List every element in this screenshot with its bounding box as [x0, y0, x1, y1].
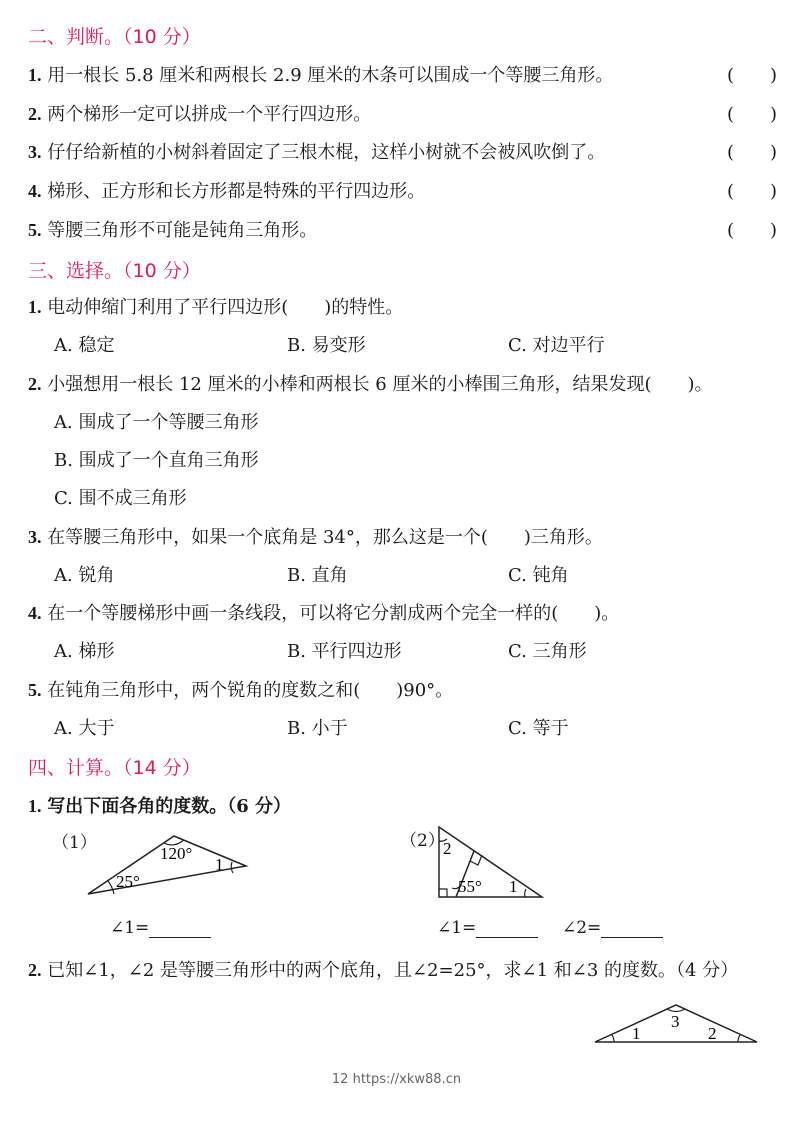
- option-a: A. 围成了一个等腰三角形: [54, 412, 259, 433]
- item-text: 等腰三角形不可能是钝角三角形。: [47, 220, 318, 241]
- option-c: C. 对边平行: [508, 335, 605, 356]
- page-footer: 12 https://xkw88.cn: [331, 1072, 462, 1087]
- calc-item-1: [28, 792, 291, 818]
- judge-item-2: [28, 100, 371, 126]
- section-judge-title: 二、判断。（10 分）: [28, 26, 201, 48]
- option-a: A. 梯形: [54, 641, 115, 662]
- section-calc-title: 四、计算。（14 分）: [28, 757, 201, 779]
- option-b: B. 平行四边形: [287, 641, 402, 662]
- option-c: C. 等于: [508, 718, 569, 739]
- fig2-answer-2: [562, 918, 663, 938]
- item-text: 在一个等腰梯形中画一条线段，可以将它分割成两个完全一样的( )。: [47, 603, 620, 624]
- option-c: C. 围不成三角形: [54, 488, 187, 509]
- figure-3-triangle: [590, 1000, 765, 1048]
- item-number: 2.: [28, 104, 42, 124]
- answer-paren: ( ): [726, 181, 777, 202]
- item-text: 已知∠1，∠2 是等腰三角形中的两个底角，且∠2=25°，求∠1 和∠3 的度数。（4 分）: [47, 960, 739, 981]
- judge-item-4: [28, 177, 425, 203]
- answer-paren: ( ): [726, 220, 777, 241]
- item-number: 1.: [28, 297, 42, 317]
- figure-2-label: （2）: [400, 831, 445, 851]
- item-number: 1.: [28, 65, 42, 85]
- angle-label-top: 3: [671, 1012, 680, 1031]
- answer-blank[interactable]: [476, 919, 538, 938]
- item-number: 4.: [28, 603, 42, 623]
- item-number: 2.: [28, 960, 42, 980]
- item-number: 3.: [28, 142, 42, 162]
- item-number: 1.: [28, 796, 42, 816]
- option-a: A. 锐角: [54, 565, 115, 586]
- figure-1-triangle: [80, 826, 255, 901]
- angle-label-right: 1: [509, 877, 518, 896]
- item-number: 5.: [28, 680, 42, 700]
- item-number: 4.: [28, 181, 42, 201]
- figure-2-triangle: [430, 822, 550, 902]
- choice-item-2: [28, 370, 713, 396]
- item-number: 5.: [28, 220, 42, 240]
- answer-paren: ( ): [726, 104, 777, 125]
- answer-paren: ( ): [726, 65, 777, 86]
- item-number: 2.: [28, 374, 42, 394]
- option-a: A. 大于: [54, 718, 115, 739]
- item-text: 在钝角三角形中，两个锐角的度数之和( )90°。: [47, 680, 454, 701]
- angle-label-left: 1: [632, 1024, 641, 1043]
- angle-label-top: 120°: [160, 844, 193, 863]
- option-b: B. 直角: [287, 565, 348, 586]
- option-b: B. 易变形: [287, 335, 366, 356]
- item-text: 写出下面各角的度数。（6 分）: [47, 796, 292, 817]
- item-text: 在等腰三角形中，如果一个底角是 34°，那么这是一个( )三角形。: [47, 527, 603, 548]
- fig1-answer: [110, 918, 211, 938]
- item-text: 电动伸缩门利用了平行四边形( )的特性。: [47, 297, 404, 318]
- fig2-answer-1: [437, 918, 538, 938]
- choice-item-3: [28, 523, 603, 549]
- item-text: 梯形、正方形和长方形都是特殊的平行四边形。: [47, 181, 426, 202]
- angle-label-right: 2: [708, 1024, 717, 1043]
- answer-blank[interactable]: [149, 919, 211, 938]
- figure-1-label: （1）: [52, 833, 97, 853]
- option-b: B. 小于: [287, 718, 348, 739]
- choice-item-4: [28, 599, 619, 625]
- choice-item-1: [28, 293, 403, 319]
- item-text: 用一根长 5.8 厘米和两根长 2.9 厘米的木条可以围成一个等腰三角形。: [47, 65, 614, 86]
- option-c: C. 钝角: [508, 565, 569, 586]
- judge-item-3: [28, 138, 605, 164]
- option-c: C. 三角形: [508, 641, 587, 662]
- answer-label: ∠1=: [110, 918, 150, 938]
- option-b: B. 围成了一个直角三角形: [54, 450, 259, 471]
- calc-item-2: [28, 956, 738, 982]
- item-text: 仔仔给新植的小树斜着固定了三根木棍，这样小树就不会被风吹倒了。: [47, 142, 606, 163]
- judge-item-5: [28, 216, 317, 242]
- choice-item-5: [28, 676, 453, 702]
- angle-label-right: 1: [215, 855, 224, 874]
- answer-label: ∠1=: [437, 918, 477, 938]
- angle-label-left: 55°: [458, 877, 482, 896]
- answer-label: ∠2=: [562, 918, 602, 938]
- option-a: A. 稳定: [54, 335, 115, 356]
- answer-blank[interactable]: [601, 919, 663, 938]
- answer-paren: ( ): [726, 142, 777, 163]
- item-text: 两个梯形一定可以拼成一个平行四边形。: [47, 104, 372, 125]
- judge-item-1: [28, 61, 613, 87]
- angle-label-top: 2: [443, 839, 452, 858]
- item-text: 小强想用一根长 12 厘米的小棒和两根长 6 厘米的小棒围三角形，结果发现( )。: [47, 374, 713, 395]
- section-choice-title: 三、选择。（10 分）: [28, 260, 201, 282]
- angle-label-left: 25°: [116, 872, 140, 891]
- item-number: 3.: [28, 527, 42, 547]
